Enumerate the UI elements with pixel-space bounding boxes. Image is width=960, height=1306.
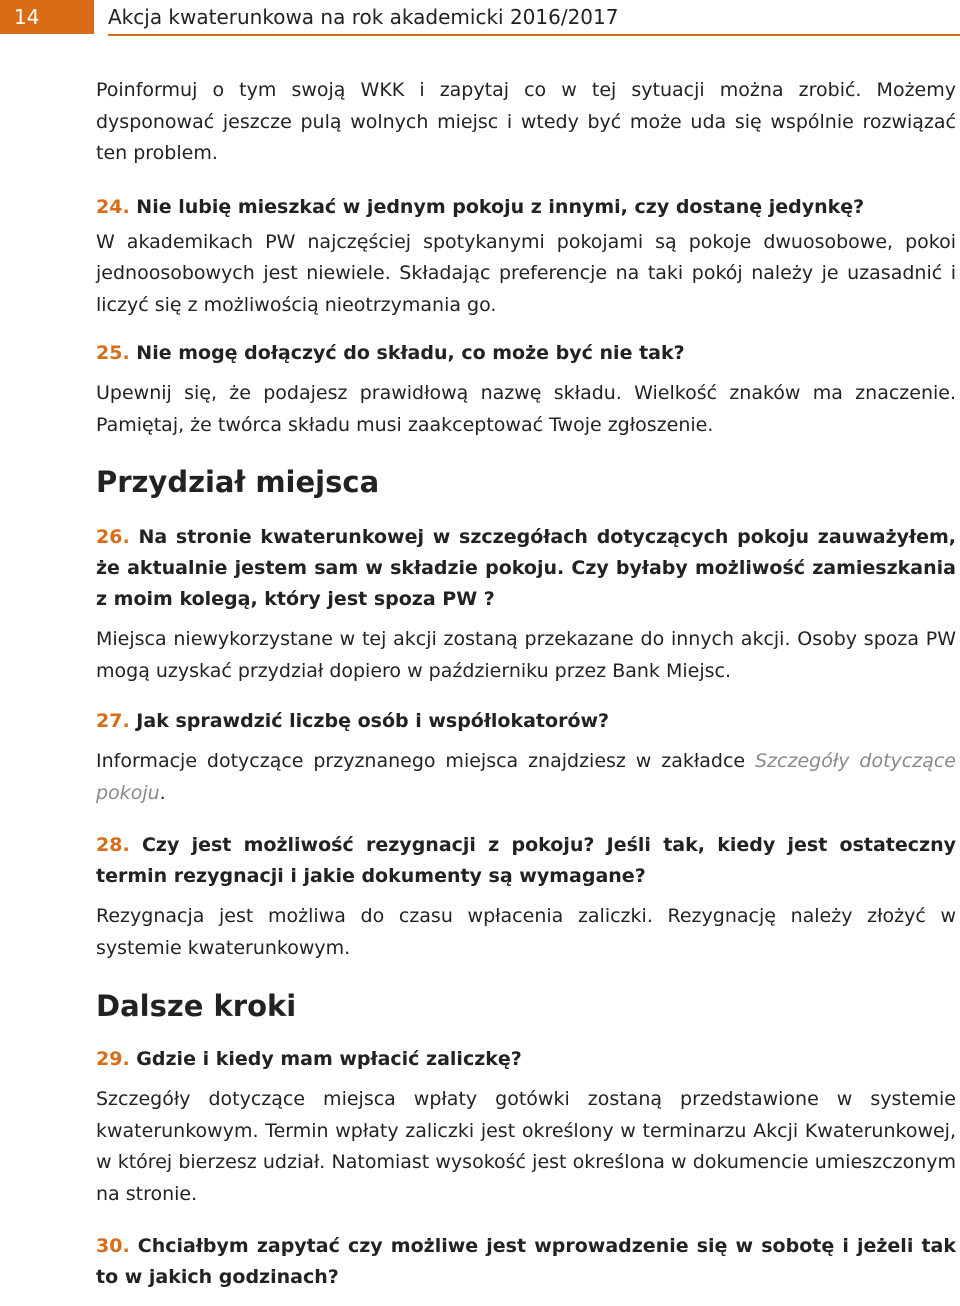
answer-24: W akademikach PW najczęściej spotykanymi pokojami są pokoje dwuosobowe, pokoi jednoosobowych jest niewiele. Składając preferencje na taki pokój należy je uzasadnić i liczyć się z możliwością nieotrzymania go. [96,230,956,316]
page-header [0,0,960,34]
question-25 [96,338,956,369]
question-24 [96,192,956,223]
running-header-title: Akcja kwaterunkowa na rok akademicki 2016/2017 [108,5,619,29]
question-text: Na stronie kwaterunkowej w szczegółach dotyczących pokoju zauważyłem, że aktualnie jestem sam w składzie pokoju. Czy byłaby możliwość zamieszkania z moim kolegą, który jest spoza PW ? [96,526,956,610]
page-number: 14 [0,0,94,34]
answer-27 [96,746,956,809]
answer-28: Rezygnacja jest możliwa do czasu wpłacenia zaliczki. Rezygnację należy złożyć w systemie kwaterunkowym. [96,905,956,959]
question-29 [96,1044,956,1075]
tab-reference-link[interactable]: Szczegóły dotyczące pokoju [96,750,956,804]
header-rule [108,34,960,36]
question-number: 26. [96,526,130,548]
question-26 [96,522,956,615]
section-title-przydzial: Przydział miejsca [96,465,380,499]
question-28 [96,830,956,892]
answer-text: Informacje dotyczące przyznanego miejsca znajdziesz w zakładce [96,750,755,772]
answer-text-end: . [159,781,166,804]
question-text: Chciałbym zapytać czy możliwe jest wprowadzenie się w sobotę i jeżeli tak to w jakich godzinach? [96,1235,956,1288]
page-content [96,75,956,1293]
answer-25: Upewnij się, że podajesz prawidłową nazwę składu. Wielkość znaków ma znaczenie. Pamiętaj, że twórca składu musi zaakceptować Twoje zgłoszenie. [96,382,956,436]
question-text: Czy jest możliwość rezygnacji z pokoju? Jeśli tak, kiedy jest ostateczny termin rezygnacji i jakie dokumenty są wymagane? [96,834,956,887]
question-27 [96,706,956,737]
answer-26: Miejsca niewykorzystane w tej akcji zostaną przekazane do innych akcji. Osoby spoza PW mogą uzyskać przydział dopiero w październiku przez Bank Miejsc. [96,628,956,682]
question-number: 24. [96,195,130,218]
question-30 [96,1231,956,1293]
question-text: Nie mogę dołączyć do składu, co może być nie tak? [136,342,685,364]
question-number: 30. [96,1235,130,1257]
question-number: 28. [96,834,130,856]
question-text: Nie lubię mieszkać w jednym pokoju z innymi, czy dostanę jedynkę? [136,195,865,218]
question-number: 29. [96,1048,130,1070]
question-number: 25. [96,342,130,364]
intro-paragraph: Poinformuj o tym swoją WKK i zapytaj co w tej sytuacji można zrobić. Możemy dysponować jeszcze pulą wolnych miejsc i wtedy być może uda się wspólnie rozwiązać ten problem. [96,79,956,164]
section-title-dalsze: Dalsze kroki [96,989,297,1023]
question-number: 27. [96,710,130,732]
question-text: Gdzie i kiedy mam wpłacić zaliczkę? [136,1048,522,1070]
question-text: Jak sprawdzić liczbę osób i współlokatorów? [136,710,610,732]
answer-29: Szczegóły dotyczące miejsca wpłaty gotówki zostaną przedstawione w systemie kwaterunkowym. Termin wpłaty zaliczki jest określony w terminarzu Akcji Kwaterunkowej, w której bierzesz udział. Natomiast wysokość jest określona w dokumencie umieszczonym na stronie. [96,1088,956,1205]
